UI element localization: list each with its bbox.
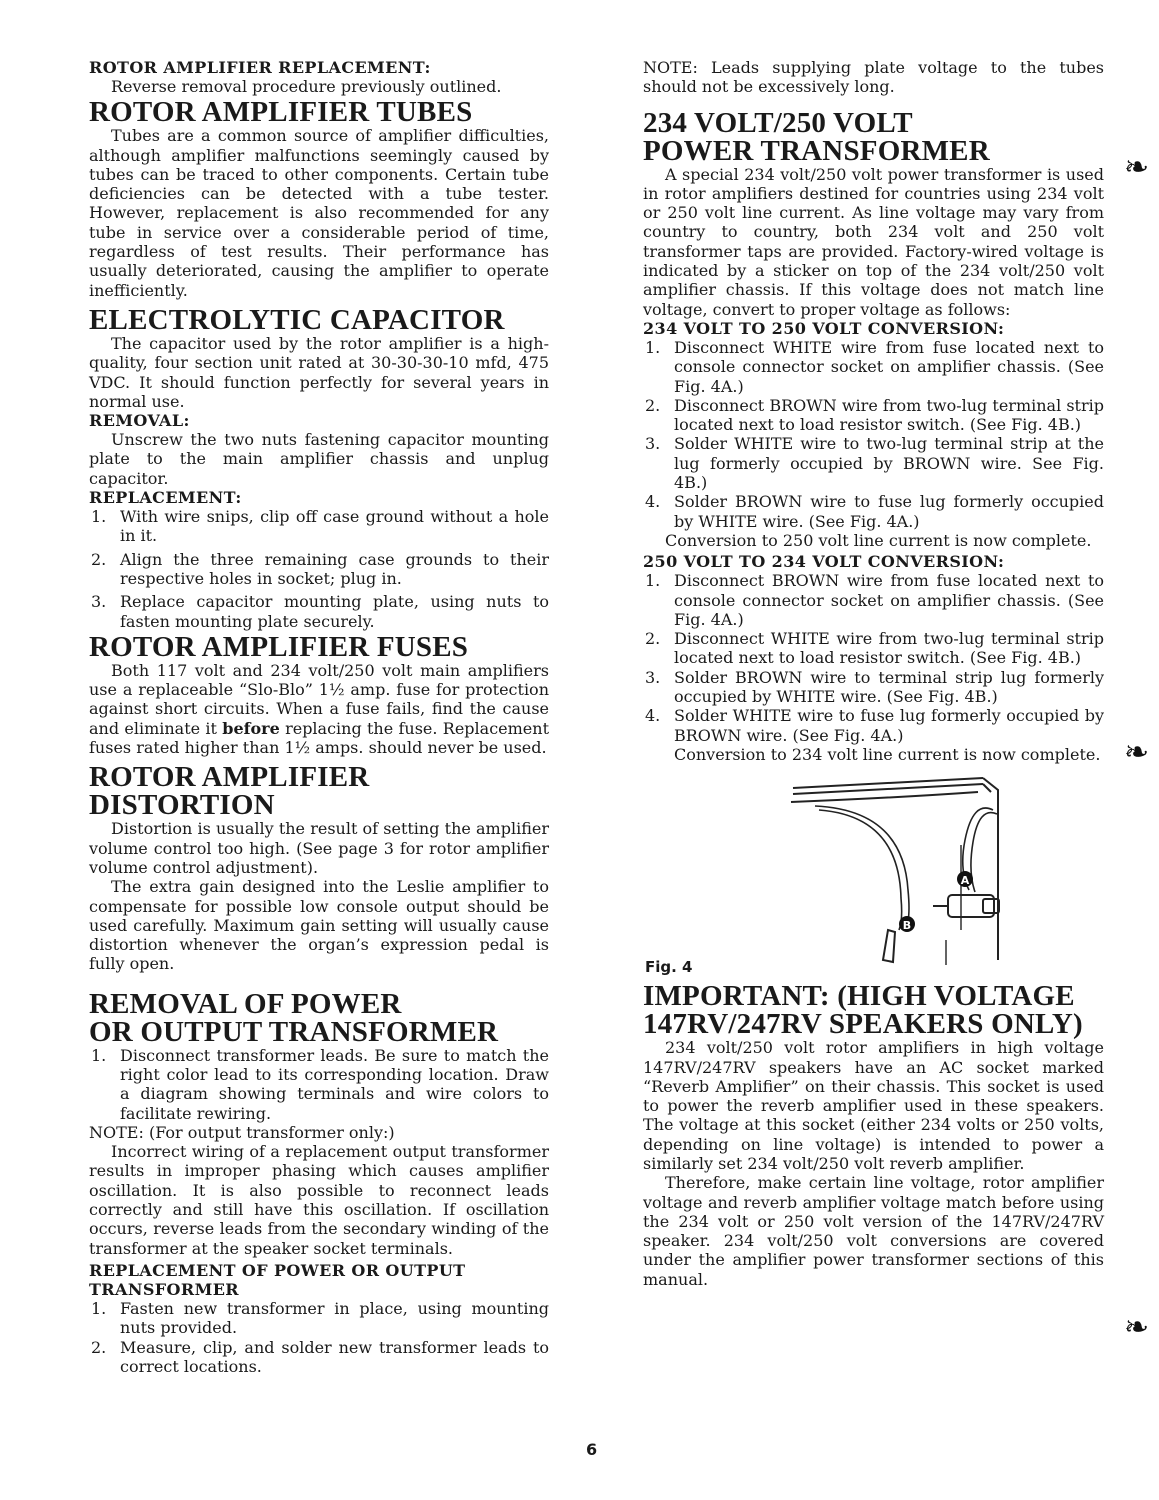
body-text: Conversion to 250 volt line current is now complete.	[665, 530, 1092, 550]
conversion-234-to-250-steps	[643, 338, 1104, 531]
section-title: ROTOR AMPLIFIER TUBES	[89, 96, 473, 129]
list-item: 2. Align the three remaining case grounds to their respective holes in socket; plug in.	[91, 549, 549, 588]
section-title: 234 VOLT/250 VOLT POWER TRANSFORMER	[643, 106, 990, 167]
figure-4	[643, 770, 1104, 980]
subsection-heading: 234 VOLT TO 250 VOLT CONVERSION:	[643, 318, 1005, 338]
list-item: 2. Disconnect WHITE wire from two-lug terminal strip located next to load resistor switch. (See Fig. 4B.)	[645, 629, 1104, 668]
capacitor-replacement-steps	[89, 507, 549, 631]
note-label: NOTE: (For output transformer only:)	[89, 1122, 395, 1142]
list-item: 3. Solder BROWN wire to terminal strip lug formerly occupied by WHITE wire. (See Fig. 4B.)	[645, 667, 1104, 707]
body-text: 234 volt/250 volt rotor amplifiers in high voltage 147RV/247RV speakers have an AC socket marked “Reverb Amplifier” on their chassis. This socket is used to power the reverb amplifier used in these speakers. The voltage at this socket (either 234 volts or 250 volts, depending on line voltage) is intended to power a similarly set 234 volt/250 volt reverb amplifier.	[643, 1038, 1104, 1173]
subsection-heading: REPLACEMENT:	[89, 488, 242, 508]
section-title: REMOVAL OF POWER OR OUTPUT TRANSFORMER	[89, 987, 499, 1048]
conversion-250-to-234-steps	[643, 571, 1104, 764]
section-heading: ROTOR AMPLIFIER REPLACEMENT:	[89, 58, 431, 77]
body-text: Both 117 volt and 234 volt/250 volt main amplifiers use a replaceable “Slo-Blo” 1½ amp. fuse for protection against short circuits. When a fuse fails, find the cause and eliminate it before replacing the fuse. Replacement fuses rated higher than 1½ amps. should never be used.	[89, 660, 550, 758]
callout-a-label: A	[960, 874, 970, 888]
list-item: 3. Replace capacitor mounting plate, using nuts to fasten mounting plate securely.	[91, 592, 549, 631]
subsection-heading: REMOVAL:	[89, 411, 190, 431]
revision-marker: ❧	[1124, 735, 1150, 770]
body-text: Tubes are a common source of amplifier difficulties, although amplifier malfunctions seemingly caused by tubes can be traced to other components. Certain tube deficiencies can be detected with a tube tester. However, replacement is also recommended for any tube in service over a considerable period of time, regardless of test results. Their performance has usually deteriorated, causing the amplifier to operate inefficiently.	[89, 126, 549, 300]
left-column	[89, 58, 549, 1376]
list-item: 2. Disconnect BROWN wire from two-lug terminal strip located next to load resistor switch. (See Fig. 4B.)	[645, 395, 1104, 435]
page-number: 6	[586, 1440, 598, 1459]
section-title: ROTOR AMPLIFIER FUSES	[89, 630, 469, 663]
body-text: Unscrew the two nuts fastening capacitor mounting plate to the main amplifier chassis and unplug capacitor.	[89, 430, 549, 488]
list-item: 4. Solder BROWN wire to fuse lug formerly occupied by WHITE wire. (See Fig. 4A.)	[645, 492, 1104, 531]
subsection-heading: REPLACEMENT OF POWER OR OUTPUT TRANSFORMER	[89, 1260, 466, 1299]
revision-marker: ❧	[1124, 150, 1150, 185]
body-text: A special 234 volt/250 volt power transformer is used in rotor amplifiers destined for countries using 234 volt or 250 volt line current. As line voltage may vary from country to country, both 234 volt and 250 volt transformer taps are provided. Factory-wired voltage is indicated by a sticker on top of the 234 volt/250 volt amplifier chassis. If this voltage does not match line voltage, convert to proper voltage as follows:	[643, 164, 1104, 319]
body-text: Incorrect wiring of a replacement output transformer results in improper phasing which causes amplifier oscillation. It is also possible to reconnect leads correctly and still have this oscillation. If oscillation occurs, reverse leads from the secondary winding of the transformer at the speaker socket terminals.	[89, 1142, 549, 1258]
list-item: 1. Disconnect BROWN wire from fuse located next to console connector socket on amplifier chassis. (See Fig. 4A.)	[645, 571, 1104, 629]
revision-marker: ❧	[1124, 1310, 1150, 1345]
list-item: 1. With wire snips, clip off case ground without a hole in it.	[91, 507, 549, 546]
figure-caption: Fig. 4	[645, 958, 693, 977]
body-text: The capacitor used by the rotor amplifier is a high-quality, four section unit rated at 30-30-30-10 mfd, 475 VDC. It should function perfectly for several years in normal use.	[89, 333, 549, 411]
list-item: 1. Disconnect WHITE wire from fuse located next to console connector socket on amplifier chassis. (See Fig. 4A.)	[645, 337, 1104, 396]
list-item: 1. Disconnect transformer leads. Be sure to match the right color lead to its corresponding location. Draw a diagram showing terminals and wire colors to facilitate rewiring.	[91, 1045, 549, 1123]
body-text: Reverse removal procedure previously outlined.	[111, 77, 502, 96]
list-item: 1. Fasten new transformer in place, using mounting nuts provided.	[91, 1298, 549, 1338]
list-item: 3. Solder WHITE wire to two-lug terminal strip at the lug formerly occupied by BROWN wire. See Fig. 4B.)	[645, 434, 1104, 493]
wiring-diagram	[643, 770, 1104, 980]
subsection-heading: 250 VOLT TO 234 VOLT CONVERSION:	[643, 552, 1005, 572]
note-text: NOTE: Leads supplying plate voltage to the tubes should not be excessively long.	[643, 58, 1104, 97]
body-text: Conversion to 234 volt line current is now complete.	[674, 744, 1101, 764]
list-item: 2. Measure, clip, and solder new transformer leads to correct locations.	[91, 1337, 549, 1376]
body-text: Distortion is usually the result of setting the amplifier volume control too high. (See page 3 for rotor amplifier volume control adjustment).	[89, 819, 549, 877]
list-item: 4. Solder WHITE wire to fuse lug formerly occupied by BROWN wire. (See Fig. 4A.) Conversion to 234 volt line current is now complete.	[645, 706, 1104, 764]
section-title: ROTOR AMPLIFIER DISTORTION	[89, 761, 370, 822]
callout-b-label: B	[902, 919, 912, 933]
body-text: The extra gain designed into the Leslie amplifier to compensate for possible low console output should be used carefully. Maximum gain setting will usually cause distortion whenever the organ’s expression pedal is fully open.	[89, 877, 549, 974]
transformer-replacement-steps	[89, 1299, 549, 1376]
section-title: ELECTROLYTIC CAPACITOR	[89, 303, 505, 336]
body-text: Therefore, make certain line voltage, rotor amplifier voltage and reverb amplifier voltage match before using the 234 volt or 250 volt version of the 147RV/247RV speaker. 234 volt/250 volt conversions are covered under the amplifier power transformer sections of this manual.	[643, 1173, 1104, 1289]
right-column	[643, 58, 1104, 1289]
transformer-removal-steps	[89, 1046, 549, 1123]
section-title: IMPORTANT: (HIGH VOLTAGE 147RV/247RV SPEAKERS ONLY)	[643, 980, 1083, 1041]
